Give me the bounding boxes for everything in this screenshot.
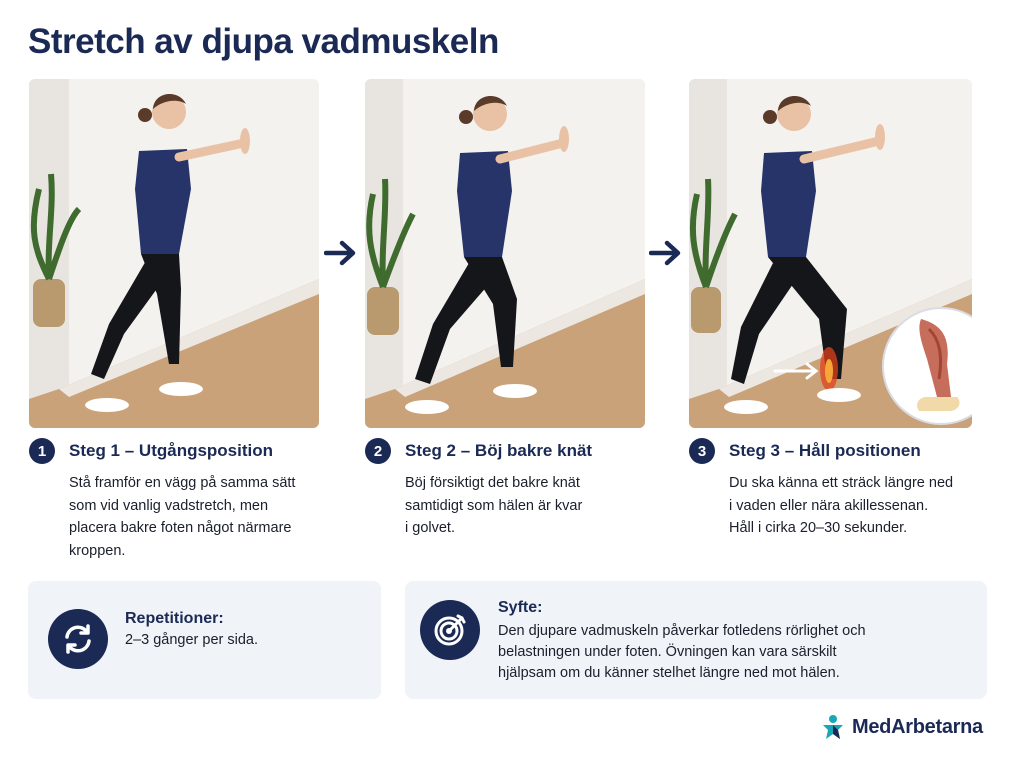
person-logo-icon bbox=[820, 714, 846, 740]
step-description bbox=[69, 472, 349, 562]
purpose-text-line: hjälpsam om du känner stelhet längre ned mot hälen. bbox=[498, 665, 840, 681]
repeat-icon bbox=[48, 609, 108, 669]
step-description-line: Håll i cirka 20–30 sekunder. bbox=[729, 520, 908, 536]
step-number-badge: 1 bbox=[29, 438, 55, 464]
step-description-line: Böj försiktigt det bakre knät bbox=[405, 475, 580, 491]
step-3-photo bbox=[689, 79, 972, 428]
repetitions-title: Repetitioner: bbox=[125, 610, 224, 627]
step-description-line: som vid vanlig vadstretch, men bbox=[69, 497, 269, 514]
step-title: Steg 3 – Håll positionen bbox=[729, 441, 921, 460]
step-description bbox=[405, 472, 655, 540]
step-description-line: placera bakre foten något närmare bbox=[69, 520, 292, 536]
repetitions-text: 2–3 gånger per sida. bbox=[125, 632, 259, 648]
purpose-text bbox=[498, 621, 968, 684]
step-description-line: kroppen. bbox=[69, 542, 126, 559]
step-2-photo bbox=[365, 79, 645, 428]
target-icon bbox=[420, 600, 480, 660]
step-description-line: i vaden eller nära akillessenan. bbox=[729, 497, 929, 514]
logo-text: MedArbetarna bbox=[852, 715, 983, 738]
step-description-line: samtidigt som hälen är kvar bbox=[405, 497, 583, 514]
step-description-line: Stå framför en vägg på samma sätt bbox=[69, 475, 296, 491]
step-number-badge: 3 bbox=[689, 438, 715, 464]
next-step-arrow-icon bbox=[324, 238, 358, 268]
page-title: Stretch av djupa vadmuskeln bbox=[28, 22, 499, 61]
step-description-line: i golvet. bbox=[405, 520, 455, 536]
brand-logo bbox=[820, 714, 983, 740]
step-title: Steg 1 – Utgångsposition bbox=[69, 441, 274, 460]
step-2 bbox=[365, 438, 655, 540]
purpose-card bbox=[405, 581, 987, 699]
step-number-badge: 2 bbox=[365, 438, 391, 464]
step-description bbox=[729, 472, 989, 540]
repetitions-card bbox=[28, 581, 381, 699]
step-title: Steg 2 – Böj bakre knät bbox=[405, 441, 593, 460]
next-step-arrow-icon bbox=[649, 238, 683, 268]
purpose-title: Syfte: bbox=[498, 599, 543, 616]
purpose-text-line: Den djupare vadmuskeln påverkar fotledens rörlighet och bbox=[498, 623, 866, 639]
step-1-photo bbox=[29, 79, 319, 428]
step-1 bbox=[29, 438, 349, 562]
step-description-line: Du ska känna ett sträck längre ned bbox=[729, 475, 954, 491]
purpose-text-line: belastningen under foten. Övningen kan vara särskilt bbox=[498, 644, 837, 660]
step-3 bbox=[689, 438, 989, 540]
